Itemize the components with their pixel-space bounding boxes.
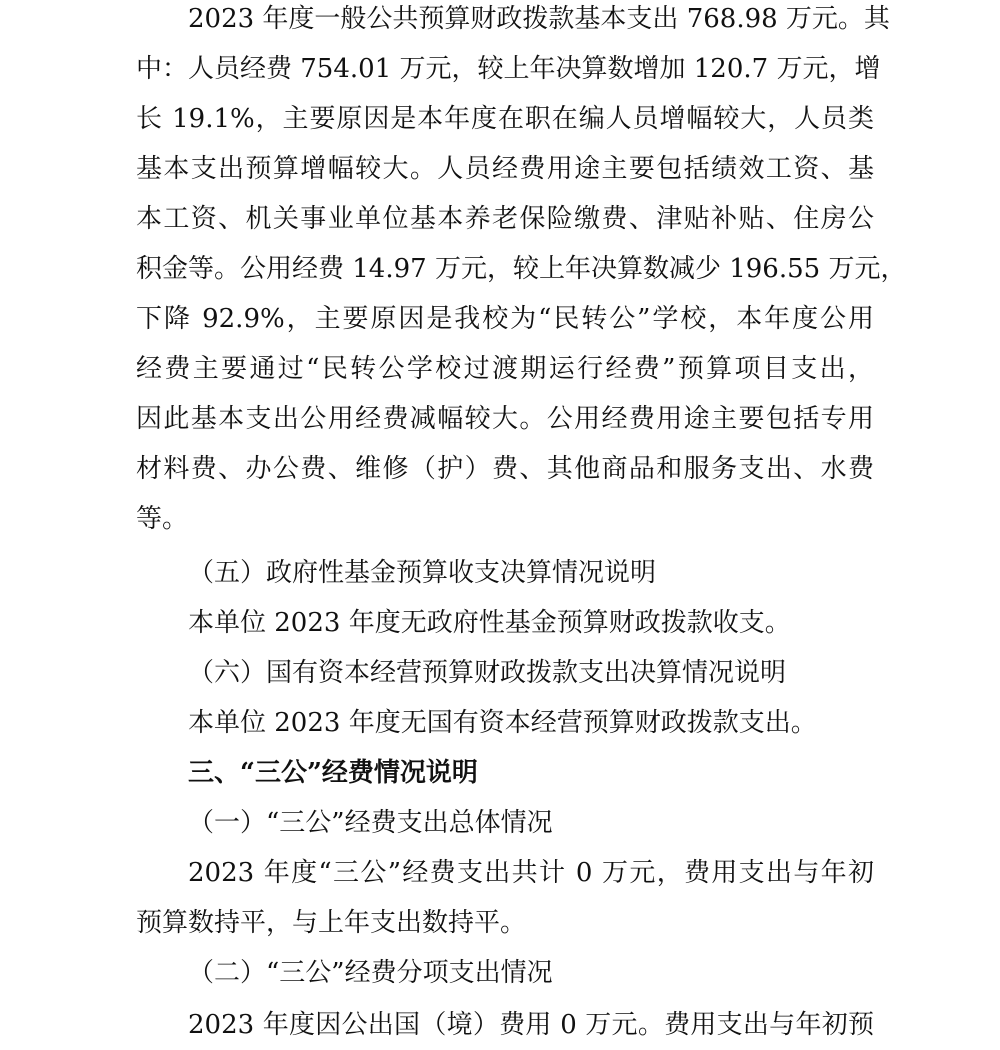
paragraph-line: 因此基本支出公用经费减幅较大。公用经费用途主要包括专用	[136, 404, 874, 434]
paragraph-line: 长 19.1%，主要原因是本年度在职在编人员增幅较大，人员类	[136, 104, 874, 134]
section-heading-6: （六）国有资本经营预算财政拨款支出决算情况说明	[188, 658, 787, 688]
paragraph-line: 等。	[136, 504, 189, 534]
section-heading-3: 三、“三公”经费情况说明	[188, 758, 478, 788]
paragraph-line: 中：人员经费 754.01 万元，较上年决算数增加 120.7 万元，增	[136, 54, 881, 84]
paragraph-line: 本工资、机关事业单位基本养老保险缴费、津贴补贴、住房公	[136, 204, 874, 234]
paragraph-line: 下降 92.9%，主要原因是我校为“民转公”学校，本年度公用	[136, 304, 874, 334]
paragraph-line: 2023 年度因公出国（境）费用 0 万元。费用支出与年初预	[188, 1010, 874, 1040]
paragraph-line: 材料费、办公费、维修（护）费、其他商品和服务支出、水费	[136, 454, 874, 484]
paragraph-line: 预算数持平，与上年支出数持平。	[136, 908, 527, 938]
subsection-heading-3-2: （二）“三公”经费分项支出情况	[188, 958, 553, 988]
paragraph-line: 2023 年度“三公”经费支出共计 0 万元，费用支出与年初	[188, 858, 874, 888]
paragraph-line: 2023 年度一般公共预算财政拨款基本支出 768.98 万元。其	[188, 4, 890, 34]
paragraph-line: 本单位 2023 年度无国有资本经营预算财政拨款支出。	[188, 708, 817, 738]
paragraph-line: 基本支出预算增幅较大。人员经费用途主要包括绩效工资、基	[136, 154, 874, 184]
paragraph-line: 经费主要通过“民转公学校过渡期运行经费”预算项目支出，	[136, 354, 874, 384]
paragraph-line: 本单位 2023 年度无政府性基金预算财政拨款收支。	[188, 608, 791, 638]
section-heading-5: （五）政府性基金预算收支决算情况说明	[188, 558, 657, 588]
subsection-heading-3-1: （一）“三公”经费支出总体情况	[188, 808, 553, 838]
paragraph-line: 积金等。公用经费 14.97 万元，较上年决算数减少 196.55 万元，	[136, 254, 907, 284]
